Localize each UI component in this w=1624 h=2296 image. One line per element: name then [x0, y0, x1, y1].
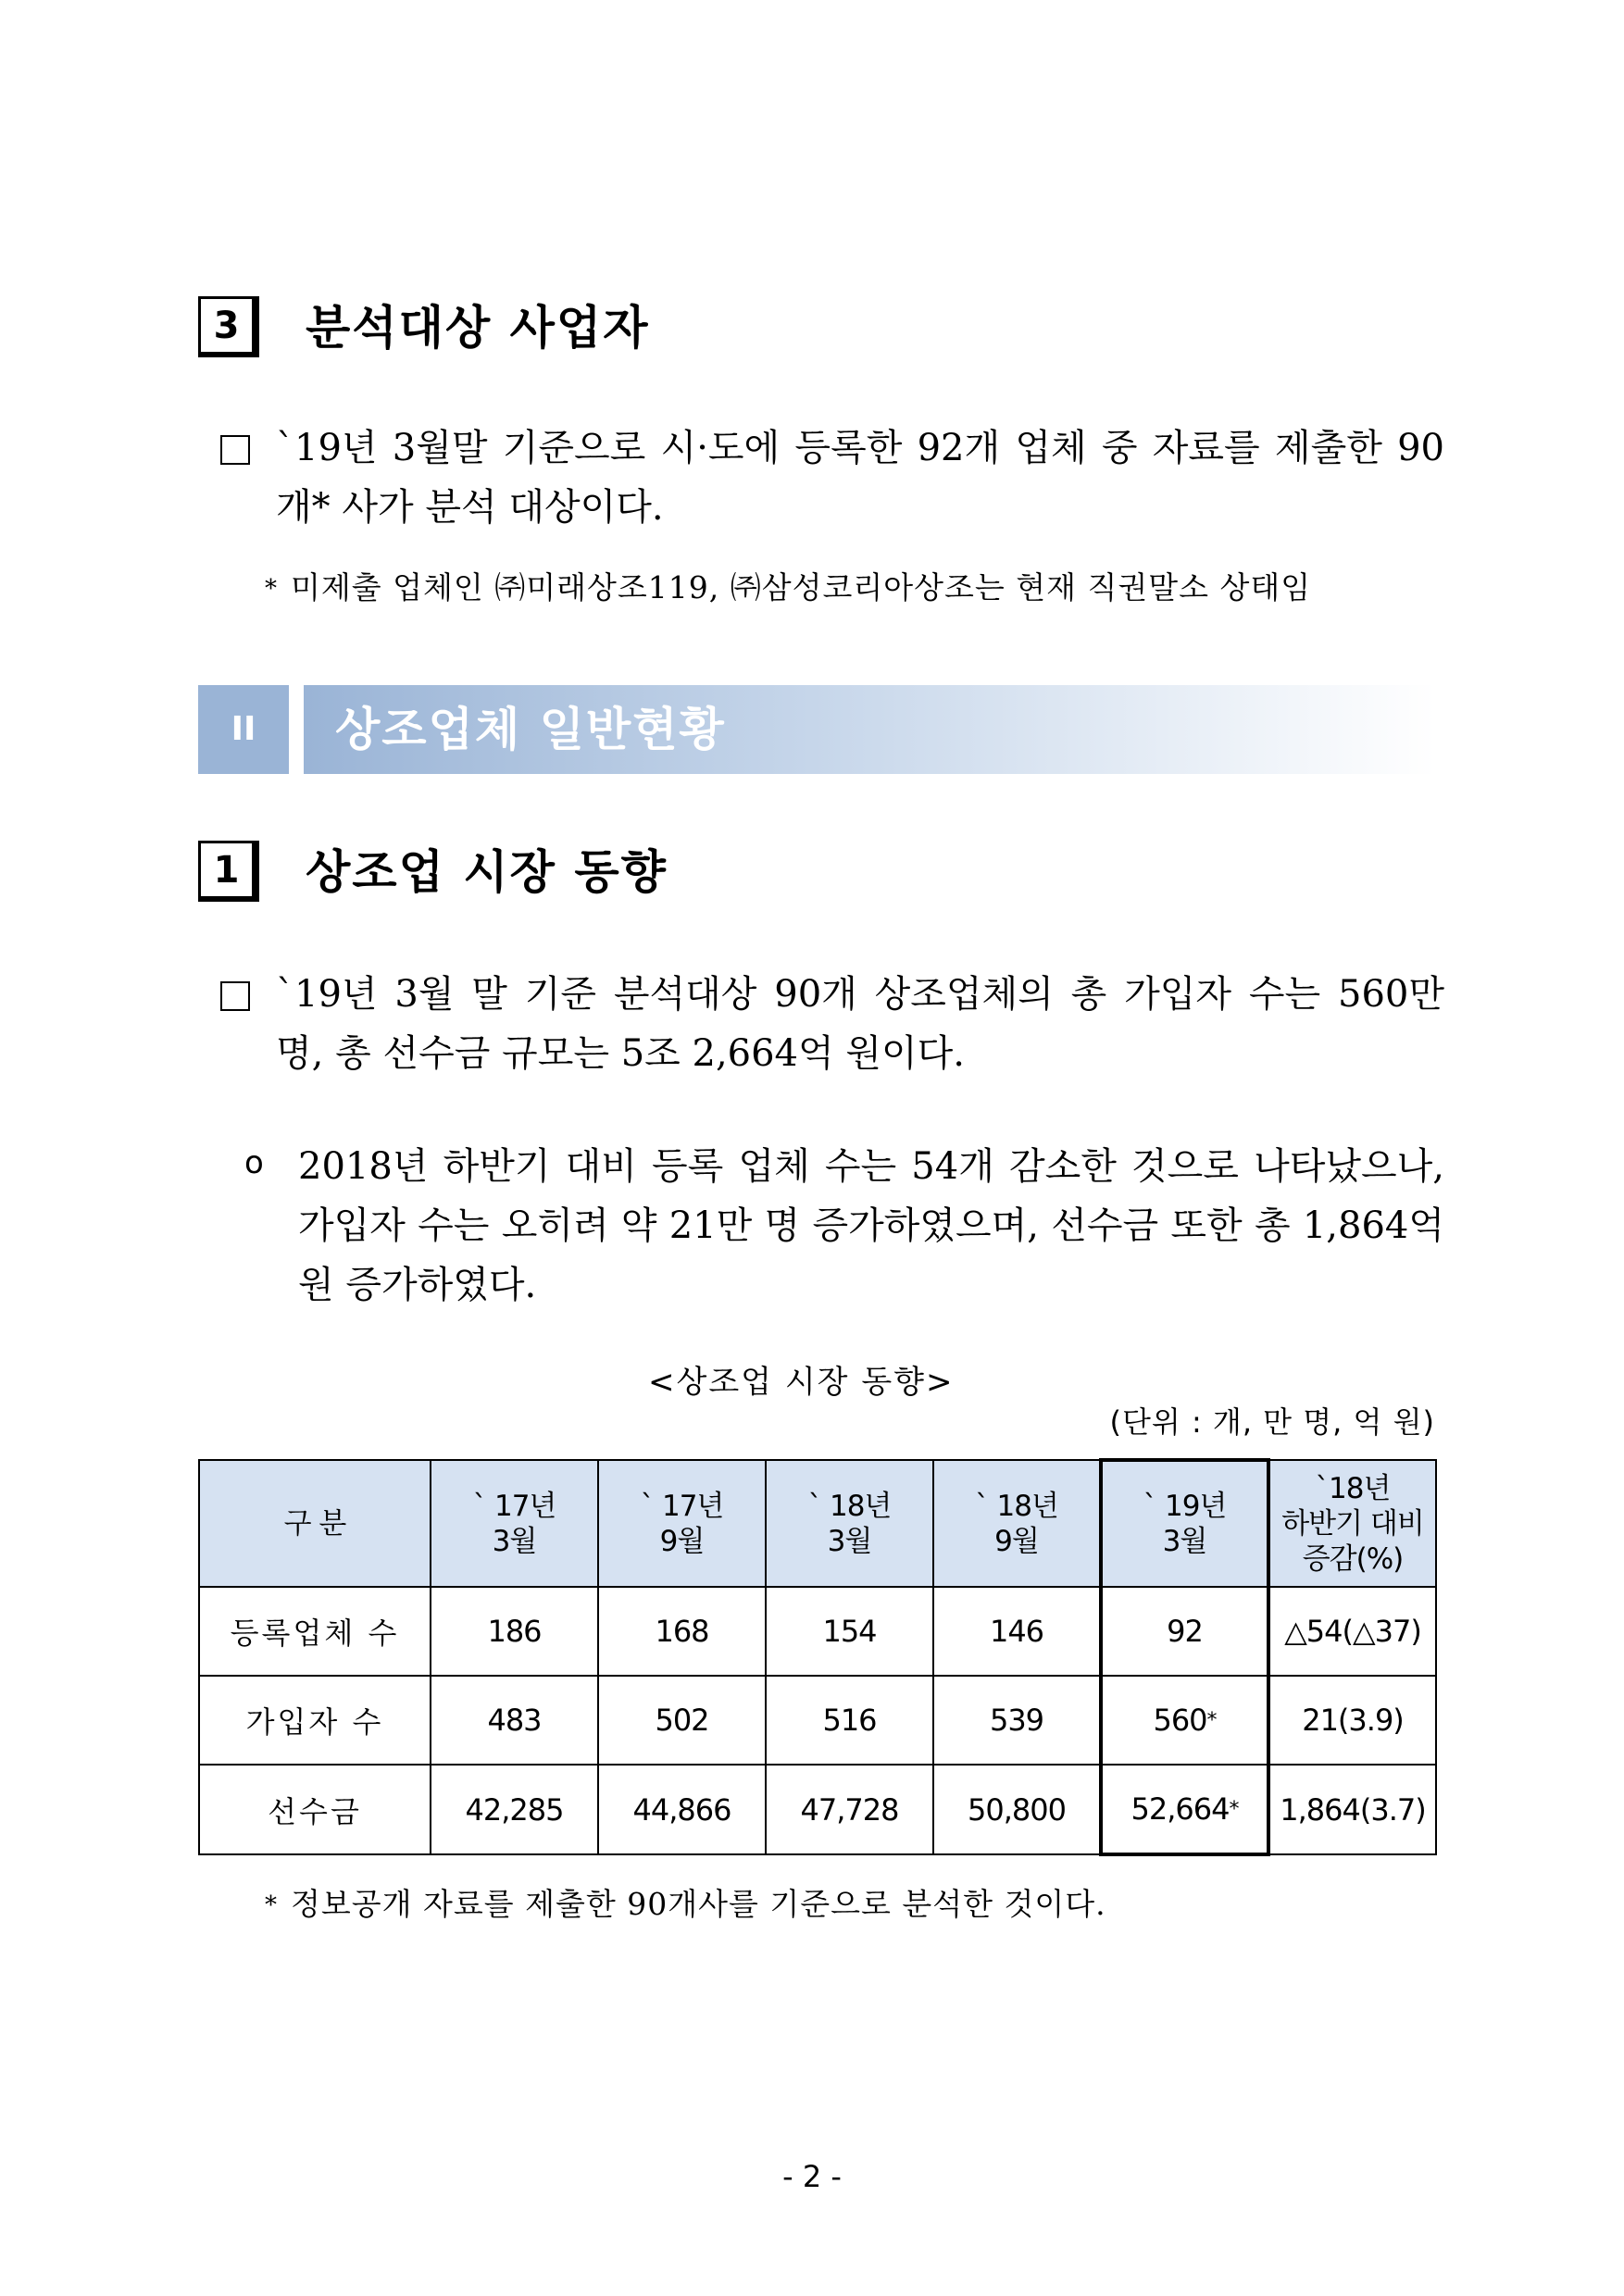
section-number-box: 1 [198, 841, 259, 902]
cell: 44,866 [598, 1765, 766, 1854]
square-bullet-icon [220, 981, 250, 1011]
cell: 42,285 [431, 1765, 598, 1854]
footnote-text: 미제출 업체인 ㈜미래상조119, ㈜삼성코리아상조는 현재 직권말소 상태임 [291, 569, 1312, 605]
header-19-3: ` 19년 3월 [1101, 1460, 1268, 1587]
header-category: 구 분 [199, 1460, 431, 1587]
cell: 483 [431, 1676, 598, 1765]
table-row [199, 1765, 1436, 1854]
row-label: 가입자 수 [199, 1676, 431, 1765]
table-row [199, 1676, 1436, 1765]
table-row [199, 1587, 1436, 1676]
cell: 502 [598, 1676, 766, 1765]
row-label: 선수금 [199, 1765, 431, 1854]
asterisk-icon: * [265, 1891, 278, 1919]
cell: 1,864(3.7) [1268, 1765, 1436, 1854]
cell: 50,800 [933, 1765, 1101, 1854]
table-header-row [199, 1460, 1436, 1587]
cell: 168 [598, 1587, 766, 1676]
header-17-9: ` 17년 9월 [598, 1460, 766, 1587]
cell: 47,728 [766, 1765, 933, 1854]
header-18-3: ` 18년 3월 [766, 1460, 933, 1587]
cell-highlight: 92 [1101, 1587, 1268, 1676]
header-change: `18년 하반기 대비 증감(%) [1268, 1460, 1436, 1587]
square-bullet-icon [220, 435, 250, 465]
section-3-paragraph: `19년 3월말 기준으로 시·도에 등록한 92개 업체 중 자료를 제출한 90개* 사가 분석 대상이다. [276, 427, 1444, 529]
cell: △54(△37) [1268, 1587, 1436, 1676]
cell: 146 [933, 1587, 1101, 1676]
section-title: 상조업 시장 동향 [306, 845, 668, 899]
chapter-banner [304, 685, 1435, 774]
page-number: - 2 - [782, 2159, 842, 2194]
asterisk-icon: * [265, 575, 278, 603]
cell: 154 [766, 1587, 933, 1676]
market-trend-table [198, 1458, 1437, 1856]
section-1-paragraph-2: 2018년 하반기 대비 등록 업체 수는 54개 감소한 것으로 나타났으나, 가입자 수는 오히려 약 21만 명 증가하였으며, 선수금 또한 총 1,864억 원 증가하였다. [298, 1145, 1444, 1306]
table-footnote [265, 1883, 1106, 1927]
circle-bullet-icon: o [244, 1144, 264, 1181]
row-label: 등록업체 수 [199, 1587, 431, 1676]
section-title: 분석대상 사업자 [306, 301, 650, 355]
cell-highlight: 560* [1101, 1676, 1268, 1765]
chapter-number: II [198, 685, 289, 774]
cell: 539 [933, 1676, 1101, 1765]
header-17-3: ` 17년 3월 [431, 1460, 598, 1587]
chapter-title: 상조업체 일반현황 [335, 703, 726, 756]
cell: 21(3.9) [1268, 1676, 1436, 1765]
cell: 516 [766, 1676, 933, 1765]
footnote-text: 정보공개 자료를 제출한 90개사를 기준으로 분석한 것이다. [291, 1886, 1106, 1922]
table-unit: (단위 : 개, 만 명, 억 원) [1109, 1404, 1435, 1440]
cell: 186 [431, 1587, 598, 1676]
section-number-box: 3 [198, 296, 259, 357]
section-1-paragraph-1: `19년 3월 말 기준 분석대상 90개 상조업체의 총 가입자 수는 560만 명, 총 선수금 규모는 5조 2,664억 원이다. [276, 973, 1444, 1075]
header-18-9: ` 18년 9월 [933, 1460, 1101, 1587]
table-caption: <상조업 시장 동향> [648, 1364, 955, 1401]
section-3-footnote [265, 567, 1311, 610]
cell-highlight: 52,664* [1101, 1765, 1268, 1854]
